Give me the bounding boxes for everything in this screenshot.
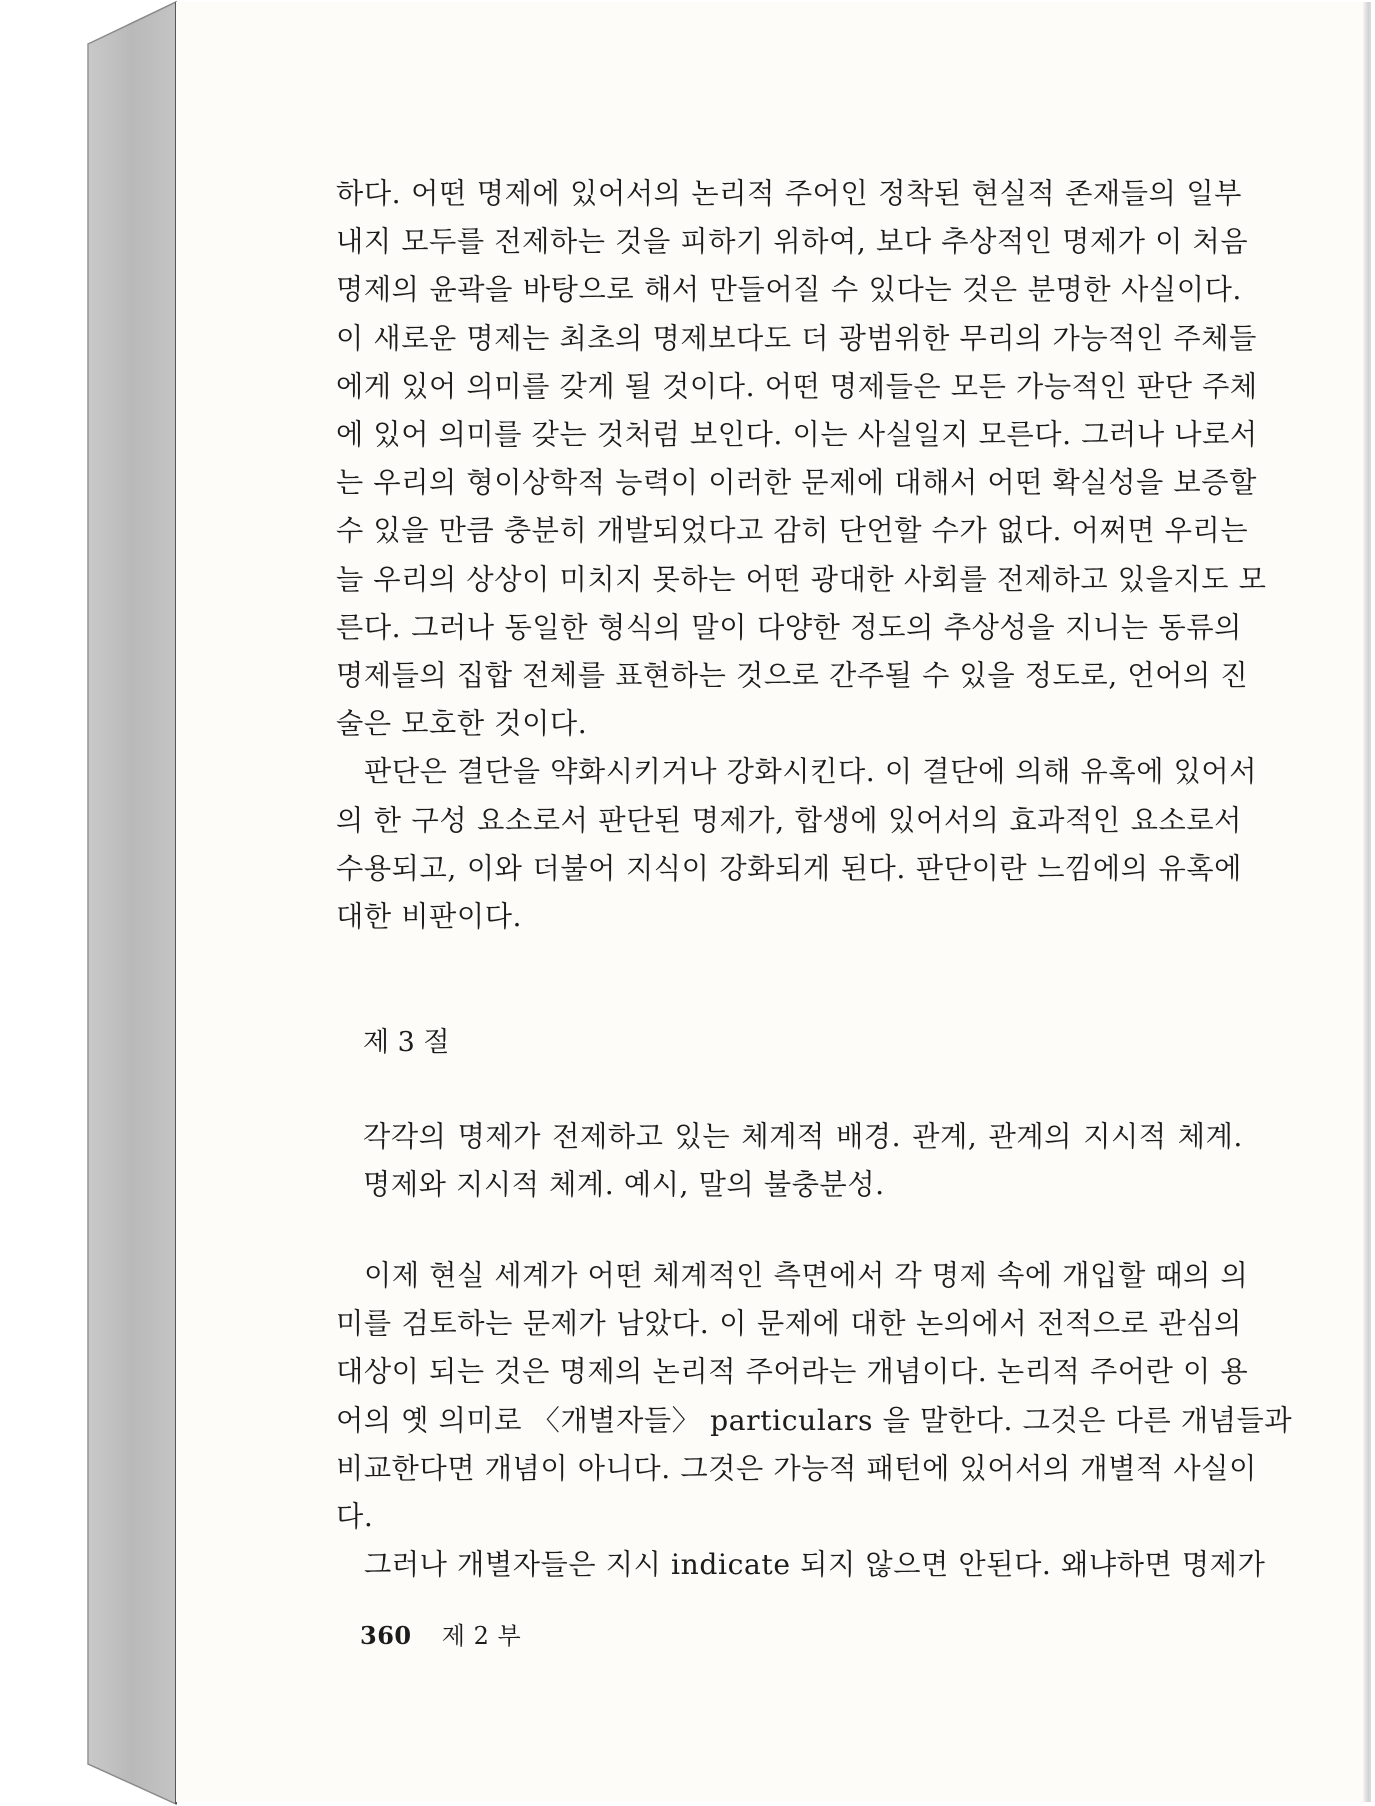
text-line: 에 있어 의미를 갖는 것처럼 보인다. 이는 사실일지 모른다. 그러나 나로서 xyxy=(336,418,1258,452)
text-line: 어의 옛 의미로 〈개별자들〉 particulars 을 말한다. 그것은 다른 개념들과 xyxy=(336,1403,1293,1437)
text-line: 명제와 지시적 체계. 예시, 말의 불충분성. xyxy=(363,1168,885,1202)
body-text-lower xyxy=(336,1252,1293,1589)
text-line: 술은 모호한 것이다. xyxy=(336,707,588,741)
text-line: 이 새로운 명제는 최초의 명제보다도 더 광범위한 무리의 가능적인 주체들 xyxy=(336,321,1257,355)
text-line: 늘 우리의 상상이 미치지 못하는 어떤 광대한 사회를 전제하고 있을지도 모 xyxy=(336,562,1267,596)
text-line: 판단은 결단을 약화시키거나 강화시킨다. 이 결단에 의해 유혹에 있어서 xyxy=(364,755,1258,789)
paragraph-3 xyxy=(336,1252,1293,1541)
text-line: 에게 있어 의미를 갖게 될 것이다. 어떤 명제들은 모든 가능적인 판단 주체 xyxy=(336,369,1258,403)
text-line: 다. xyxy=(336,1500,374,1534)
section-heading: 제 3 절 xyxy=(363,1027,450,1058)
paragraph-4 xyxy=(336,1541,1266,1589)
text-line: 수용되고, 이와 더불어 지식이 강화되게 된다. 판단이란 느낌에의 유혹에 xyxy=(336,851,1242,885)
page-edge xyxy=(1363,2,1369,1802)
text-line: 른다. 그러나 동일한 형식의 말이 다양한 정도의 추상성을 지니는 동류의 xyxy=(336,610,1242,644)
text-line: 의 한 구성 요소로서 판단된 명제가, 합생에 있어서의 효과적인 요소로서 xyxy=(336,803,1242,837)
section-summary xyxy=(363,1113,1243,1209)
text-line: 명제들의 집합 전체를 표현하는 것으로 간주될 수 있을 정도로, 언어의 진 xyxy=(336,659,1249,693)
text-line: 대상이 되는 것은 명제의 논리적 주어라는 개념이다. 논리적 주어란 이 용 xyxy=(336,1355,1249,1389)
text-line: 그러나 개별자들은 지시 indicate 되지 않으면 안된다. 왜냐하면 명제가 xyxy=(364,1548,1266,1582)
text-line: 는 우리의 형이상학적 능력이 이러한 문제에 대해서 어떤 확실성을 보증할 xyxy=(336,466,1257,500)
paragraph-1 xyxy=(336,170,1267,748)
page-footer xyxy=(360,1616,521,1651)
text-line: 각각의 명제가 전제하고 있는 체계적 배경. 관계, 관계의 지시적 체계. xyxy=(363,1120,1243,1153)
paragraph-2 xyxy=(336,748,1258,941)
text-line: 수 있을 만큼 충분히 개발되었다고 감히 단언할 수가 없다. 어쩌면 우리는 xyxy=(336,514,1249,548)
text-line: 대한 비판이다. xyxy=(336,900,523,934)
text-line: 명제의 윤곽을 바탕으로 해서 만들어질 수 있다는 것은 분명한 사실이다. xyxy=(336,273,1242,307)
part-label: 제 2 부 xyxy=(441,1622,522,1650)
text-line: 비교한다면 개념이 아니다. 그것은 가능적 패턴에 있어서의 개별적 사실이 xyxy=(336,1451,1257,1485)
body-text-upper xyxy=(336,170,1267,941)
page-number: 360 xyxy=(360,1621,412,1650)
text-line: 하다. 어떤 명제에 있어서의 논리적 주어인 정착된 현실적 존재들의 일부 xyxy=(336,177,1242,210)
text-line: 미를 검토하는 문제가 남았다. 이 문제에 대한 논의에서 전적으로 관심의 xyxy=(336,1307,1242,1341)
text-line: 내지 모두를 전제하는 것을 피하기 위하여, 보다 추상적인 명제가 이 처음 xyxy=(336,225,1249,259)
text-line: 이제 현실 세계가 어떤 체계적인 측면에서 각 명제 속에 개입할 때의 의 xyxy=(364,1259,1249,1292)
